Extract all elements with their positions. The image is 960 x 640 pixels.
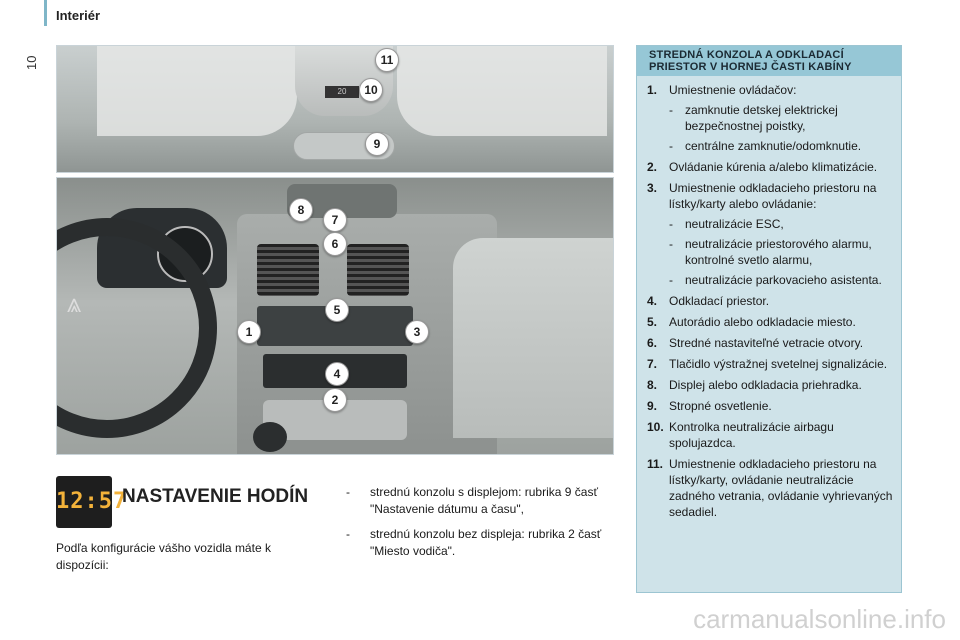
air-vent-left [257,244,319,296]
photo-overhead-console [56,45,614,173]
panel-subitem-text: zamknutie detskej elektrickej bezpečnostnej poistky, [685,103,838,133]
clock-options-list [346,484,604,568]
clock-option [346,484,604,518]
panel-item-number: 4. [647,294,658,308]
dash: - [669,103,673,117]
panel-item [647,356,893,372]
panel-subitem-text: neutralizácie parkovacieho asistenta. [685,273,882,287]
dash: - [669,217,673,231]
air-vent-right [347,244,409,296]
panel-item [647,419,893,451]
panel-item-text: Stredné nastaviteľné vetracie otvory. [669,336,864,350]
panel-subitem [669,216,893,232]
panel-item-number: 5. [647,315,658,329]
callout-8: 8 [289,198,313,222]
panel-item-number: 1. [647,83,658,97]
panel-body [637,76,901,520]
page-number: 10 [24,55,39,70]
section-title: Interiér [56,8,101,23]
brand-emblem-icon: ⩓ [67,288,82,318]
panel-item-number: 2. [647,160,658,174]
dash: - [346,485,350,499]
clock-display-icon: 12:57 [56,476,112,528]
panel-item-text: Kontrolka neutralizácie airbagu spolujazdca. [669,420,834,450]
dash: - [669,237,673,251]
panel-subitem [669,138,893,154]
panel-item [647,398,893,414]
passenger-dashboard [453,238,613,438]
panel-item [647,159,893,175]
clock-section-title: NASTAVENIE HODÍN [122,486,309,507]
callout-5: 5 [325,298,349,322]
dash: - [346,527,350,541]
callout-7: 7 [323,208,347,232]
panel-item-number: 9. [647,399,658,413]
panel-item-number: 8. [647,378,658,392]
callout-9: 9 [365,132,389,156]
clock-option-text: strednú konzolu bez displeja: rubrika 2 časť "Miesto vodiča". [370,527,602,558]
panel-item [647,314,893,330]
panel-item-text: Umiestnenie ovládačov: [669,83,797,97]
panel-item-text: Autorádio alebo odkladacie miesto. [669,315,856,329]
sun-visor-left [97,46,297,136]
callout-3: 3 [405,320,429,344]
panel-item-text: Displej alebo odkladacia priehradka. [669,378,862,392]
dash: - [669,273,673,287]
sun-visor-right [397,46,607,136]
callout-11: 11 [375,48,399,72]
panel-title: STREDNÁ KONZOLA A ODKLADACÍ PRIESTOR V HORNEJ ČASTI KABÍNY [637,46,901,76]
panel-item-text: Odkladací priestor. [669,294,770,308]
panel-item-text: Stropné osvetlenie. [669,399,772,413]
panel-item-number: 11. [647,457,664,471]
panel-item-number: 3. [647,181,658,195]
panel-item-number: 10. [647,420,664,434]
panel-item [647,335,893,351]
dash: - [669,139,673,153]
callout-6: 6 [323,232,347,256]
clock-option-text: strednú konzolu s displejom: rubrika 9 časť "Nastavenie dátumu a času", [370,485,598,516]
callout-4: 4 [325,362,349,386]
panel-item-text: Umiestnenie odkladacieho priestoru na lístky/karty alebo ovládanie: [669,181,877,211]
photo-centre-console [56,177,614,455]
panel-subitem-text: centrálne zamknutie/odomknutie. [685,139,862,153]
callout-10: 10 [359,78,383,102]
panel-item-text: Umiestnenie odkladacieho priestoru na lístky/karty, ovládanie neutralizácie zadného vetrania, ovládanie vyhrievaných sedadiel. [669,457,893,519]
panel-item-number: 7. [647,357,658,371]
panel-item-text: Ovládanie kúrenia a/alebo klimatizácie. [669,160,878,174]
panel-item [647,377,893,393]
panel-item-number: 6. [647,336,658,350]
clock-intro-text: Podľa konfigurácie vášho vozidla máte k dispozícii: [56,541,271,572]
panel-item [647,293,893,309]
watermark: carmanualsonline.info [693,604,946,634]
panel-subitem [669,102,893,134]
clock-option [346,526,604,560]
panel-subitem [669,272,893,288]
callout-1: 1 [237,320,261,344]
edge-accent-bar [44,0,47,26]
panel-item [647,180,893,288]
panel-item-text: Tlačidlo výstražnej svetelnej signalizácie. [669,357,888,371]
airbag-warning-lamp: 20 [325,86,359,98]
panel-subitem-text: neutralizácie priestorového alarmu, kontrolné svetlo alarmu, [685,237,872,267]
callout-2: 2 [323,388,347,412]
panel-subitem [669,236,893,268]
info-panel [636,45,902,593]
panel-item [647,456,893,520]
gear-knob [253,422,287,452]
panel-item [647,82,893,154]
panel-subitem-text: neutralizácie ESC, [685,217,784,231]
